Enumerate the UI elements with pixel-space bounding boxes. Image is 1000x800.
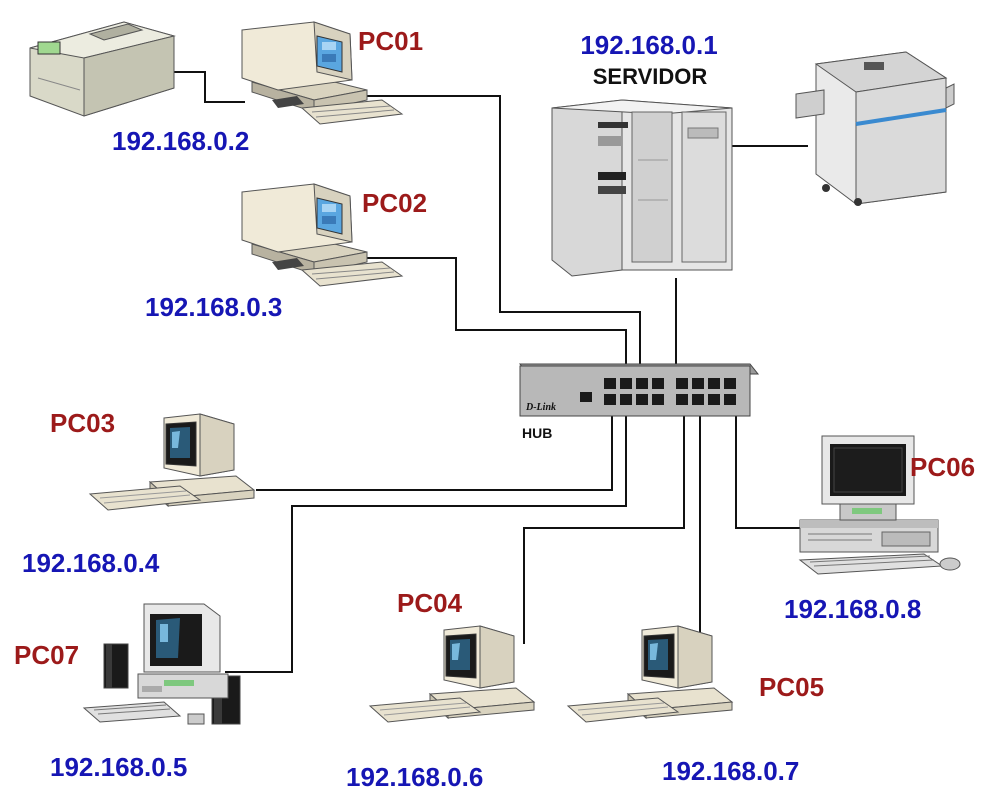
photocopier-icon <box>796 52 954 206</box>
pc03-name: PC03 <box>50 408 116 438</box>
hub-port[interactable] <box>620 394 632 405</box>
pc04-ip: 192.168.0.6 <box>346 762 484 792</box>
hub-port[interactable] <box>604 378 616 389</box>
hub-port[interactable] <box>724 394 736 405</box>
hub-port[interactable] <box>652 378 664 389</box>
hub-port[interactable] <box>708 394 720 405</box>
server-name-label: SERVIDOR <box>592 64 708 89</box>
cable-hub-pc04 <box>524 416 684 644</box>
desktop-computer-icon <box>568 626 732 722</box>
pc05-ip: 192.168.0.7 <box>662 756 800 786</box>
server-cabinet-icon <box>552 100 732 276</box>
cable-hub-pc06 <box>736 416 818 528</box>
hub-port[interactable] <box>692 378 704 389</box>
pc05-computer <box>568 626 732 722</box>
pc04-name: PC04 <box>397 588 463 618</box>
pc07-ip: 192.168.0.5 <box>50 752 188 782</box>
hub-port[interactable] <box>604 394 616 405</box>
network-hub[interactable] <box>520 364 758 416</box>
pc01-ip: 192.168.0.2 <box>112 126 250 156</box>
hub-brand-label: D-Link <box>526 402 556 413</box>
hub-port[interactable] <box>692 394 704 405</box>
multimedia-computer-icon <box>84 604 240 724</box>
pc02-ip: 192.168.0.3 <box>145 292 283 322</box>
hub-port[interactable] <box>724 378 736 389</box>
pc04-computer <box>370 626 534 722</box>
hub-port[interactable] <box>708 378 720 389</box>
pc07-computer <box>84 604 240 724</box>
server-ip-label: 192.168.0.1 <box>580 30 718 60</box>
hub-label: HUB <box>522 425 553 441</box>
pc07-name: PC07 <box>14 640 80 670</box>
pc02-name: PC02 <box>362 188 428 218</box>
pc01-name: PC01 <box>358 26 424 56</box>
cable-hub-pc07 <box>225 416 626 672</box>
hub-port[interactable] <box>676 394 688 405</box>
desktop-computer-icon <box>370 626 534 722</box>
hub-port[interactable] <box>636 394 648 405</box>
pc05-name: PC05 <box>759 672 825 702</box>
uplink-port[interactable] <box>580 392 592 402</box>
hub-port[interactable] <box>676 378 688 389</box>
pc03-ip: 192.168.0.4 <box>22 548 160 578</box>
pc06-name: PC06 <box>910 452 976 482</box>
cable-printer-pc01 <box>172 72 245 102</box>
hub-port[interactable] <box>652 394 664 405</box>
pc06-ip: 192.168.0.8 <box>784 594 922 624</box>
cable-hub-pc03 <box>256 416 612 490</box>
hub-port[interactable] <box>620 378 632 389</box>
hub-port[interactable] <box>636 378 648 389</box>
laser-printer-icon <box>30 22 174 116</box>
